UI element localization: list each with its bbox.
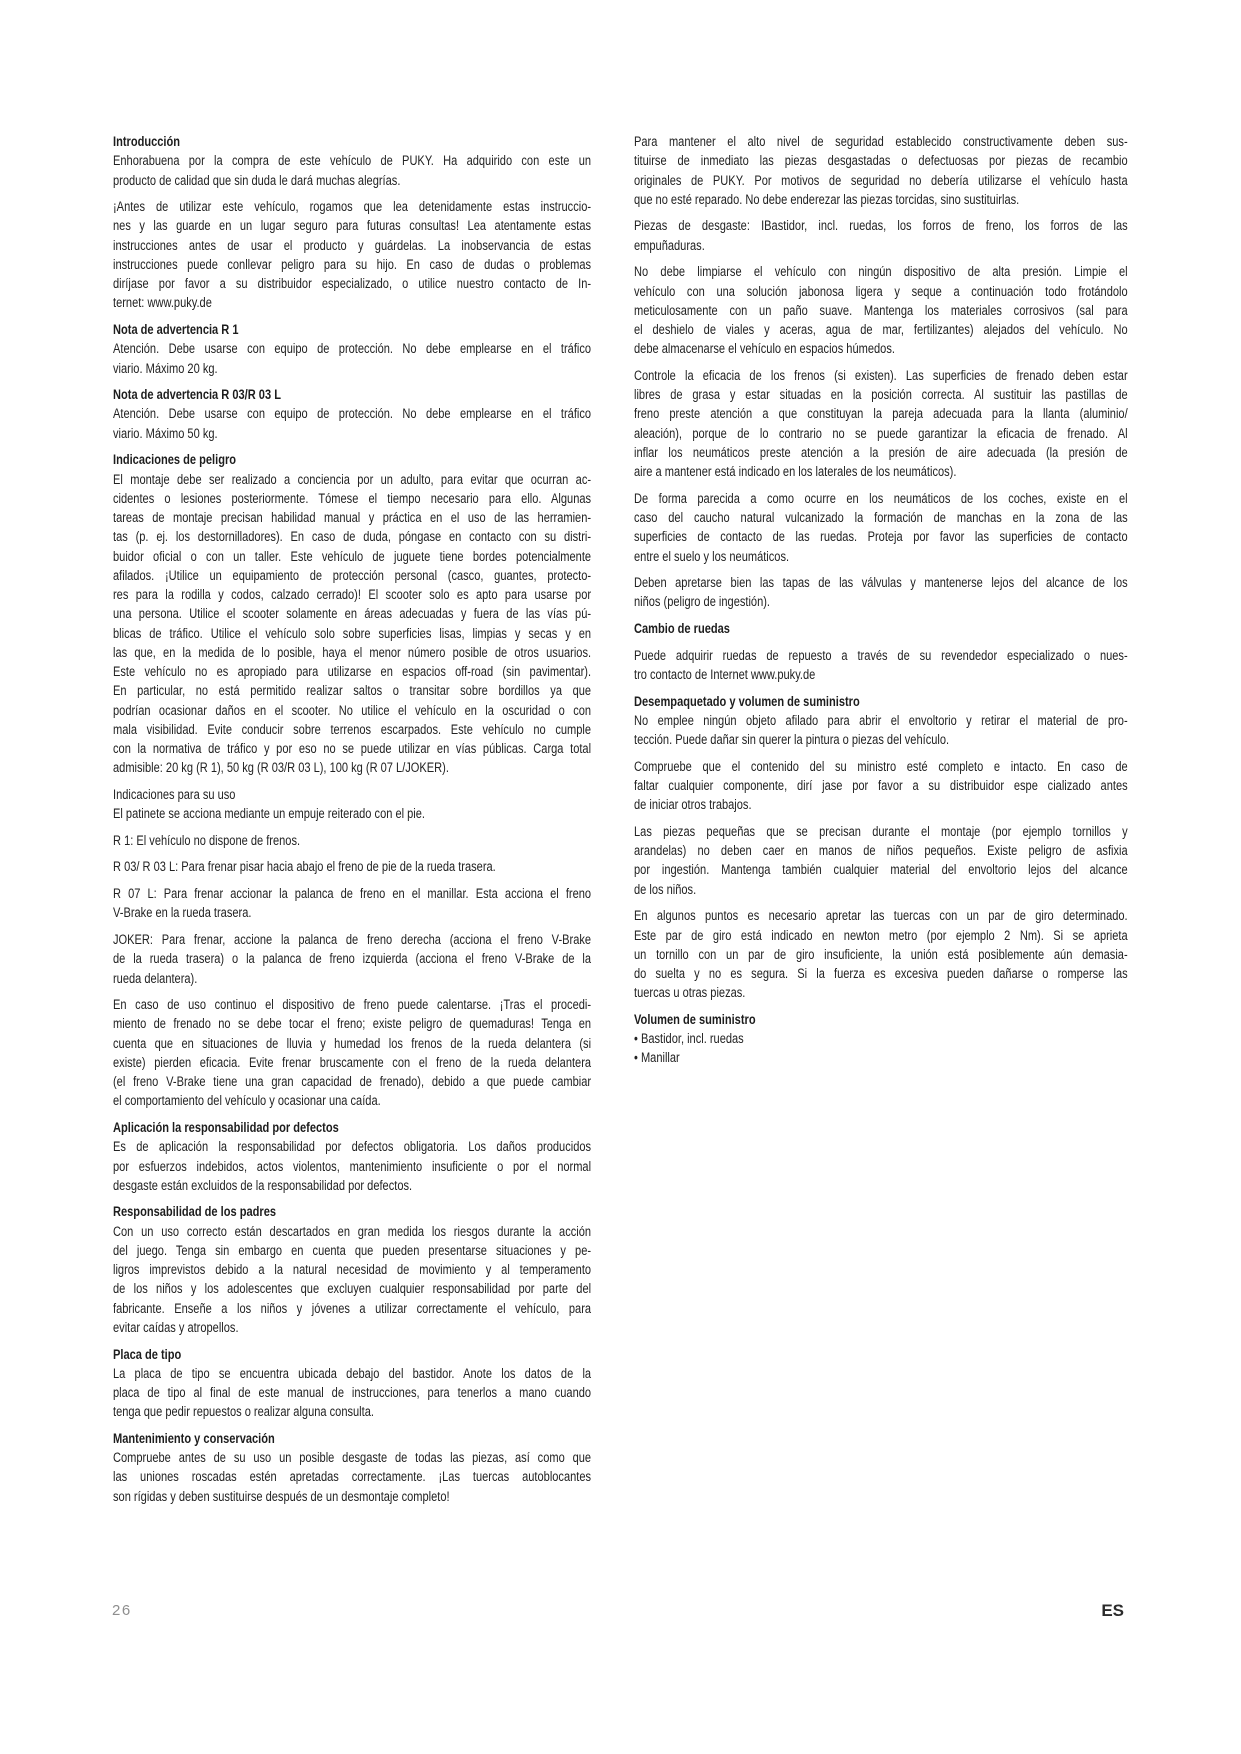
text-line: El patinete se acciona mediante un empuje reiterado con el pie. xyxy=(113,806,426,822)
right-column xyxy=(634,132,1128,1068)
text-line: ternet: www.puky.de xyxy=(113,295,212,311)
text-line: blicas de tráfico. Utilice el vehículo solo sobre superficies lisas, limpias y secas y en xyxy=(113,625,592,641)
text-line: superficies de contacto de las ruedas. Proteja por favor las superficies de contacto xyxy=(634,529,1128,545)
text-line: Este vehículo no es apropiado para utilizarse en espacios off-road (sin pavimentar). xyxy=(113,664,592,680)
text-line: R 03/ R 03 L: Para frenar pisar hacia abajo el freno de pie de la rueda trasera. xyxy=(113,859,496,875)
text-block xyxy=(113,995,591,1111)
text-line: Este par de giro está indicado en newton metro (por ejemplo 2 Nm). Si se aprieta xyxy=(634,927,1128,943)
language-code: ES xyxy=(1101,1601,1124,1620)
text-line: del juego. Tenga sin embargo en cuenta que pueden presentarse situaciones y pe- xyxy=(113,1242,592,1258)
text-line: nes y las guarde en un lugar seguro para futuras consultas! Lea atentamente estas xyxy=(113,218,592,234)
text-line: evitar caídas y atropellos. xyxy=(113,1319,239,1335)
page-number: 26 xyxy=(112,1602,132,1619)
text-line: niños (peligro de ingestión). xyxy=(634,594,771,610)
text-line: tuercas u otras piezas. xyxy=(634,985,746,1001)
text-line: aleación), porque de lo contrario no se puede garantizar la eficacia de frenado. Al xyxy=(634,425,1128,441)
text-line: Atención. Debe usarse con equipo de protección. No debe emplearse en el tráfico xyxy=(113,341,592,357)
text-line: Las piezas pequeñas que se precisan durante el montaje (por ejemplo tornillos y xyxy=(634,823,1128,839)
text-line: instrucciones antes de usar el producto y guárdelas. La inobservancia de estas xyxy=(113,237,592,253)
text-line: Controle la eficacia de los frenos (si existen). Las superficies de frenado deben estar xyxy=(634,367,1128,383)
text-line: afilados. ¡Utilice un equipamiento de protección personal (casco, guantes, protecto- xyxy=(113,567,592,583)
text-line: tareas de montaje precisan habilidad manual y práctica en el uso de las herramien- xyxy=(113,510,592,526)
text-line: Enhorabuena por la compra de este vehículo de PUKY. Ha adquirido con este un xyxy=(113,153,592,169)
text-line: una persona. Utilice el scooter solamente en áreas adecuadas y fuera de las vías pú- xyxy=(113,606,592,622)
text-line: entre el suelo y los neumáticos. xyxy=(634,548,790,564)
section-heading: Volumen de suministro xyxy=(634,1011,756,1027)
text-line: son rígidas y deben sustituirse después de un desmontaje completo! xyxy=(113,1488,450,1504)
section-heading: Placa de tipo xyxy=(113,1346,182,1362)
text-line: cidentes o lesiones posteriormente. Tómese el tiempo necesario para ello. Algunas xyxy=(113,490,592,506)
text-line: con la normativa de tráfico y por eso no se puede utilizar en vías públicas. Carga total xyxy=(113,741,592,757)
text-block xyxy=(634,132,1128,209)
text-line: libres de grasa y estar situadas en la posición correcta. Al sustituir las pastillas de xyxy=(634,387,1128,403)
text-line: faltar cualquier componente, dirí jase por favor a su distribuidor espe cializado antes xyxy=(634,778,1128,794)
text-line: el comportamiento del vehículo y ocasionar una caída. xyxy=(113,1093,381,1109)
text-line: Con un uso correcto están descartados en gran medida los riesgos durante la acción xyxy=(113,1223,592,1239)
text-line: diríjase por favor a su distribuidor especializado, o utilice nuestro contacto de In- xyxy=(113,276,592,292)
text-line: No emplee ningún objeto afilado para abrir el envoltorio y retirar el material de pro- xyxy=(634,712,1128,728)
text-line: Compruebe antes de su uso un posible desgaste de todas las piezas, así como que xyxy=(113,1450,592,1466)
text-line: viario. Máximo 20 kg. xyxy=(113,360,218,376)
text-block xyxy=(634,692,1128,750)
text-block xyxy=(634,262,1128,358)
section-heading: Responsabilidad de los padres xyxy=(113,1204,277,1220)
text-block xyxy=(113,857,591,876)
text-block xyxy=(634,489,1128,566)
section-heading: Nota de advertencia R 03/R 03 L xyxy=(113,387,281,403)
text-line: caso del caucho natural vulcanizado la formación de manchas en la zona de las xyxy=(634,510,1128,526)
text-line: de los niños. xyxy=(634,881,697,897)
text-line: tituirse de inmediato las piezas desgastadas o defectuosas por piezas de recambio xyxy=(634,153,1128,169)
text-line: cuenta que en situaciones de lluvia y humedad los frenos de la rueda delantera (si xyxy=(113,1035,592,1051)
text-line: De forma parecida a como ocurre en los neumáticos de los coches, existe en el xyxy=(634,490,1128,506)
text-block xyxy=(634,216,1128,255)
text-block xyxy=(634,619,1128,638)
text-line: las que, en la medida de lo posible, haya el menor número posible de otros usuarios. xyxy=(113,644,592,660)
text-line: vehículo con una solución jabonosa ligera y seque a continuación todo frotándolo xyxy=(634,283,1128,299)
text-line: Piezas de desgaste: IBastidor, incl. ruedas, los forros de freno, los forros de las xyxy=(634,218,1128,234)
text-line: La placa de tipo se encuentra ubicada debajo del bastidor. Anote los datos de la xyxy=(113,1365,592,1381)
text-line: desgaste están excluidos de la responsabilidad por defectos. xyxy=(113,1177,413,1193)
text-block xyxy=(634,906,1128,1002)
list-item: • Bastidor, incl. ruedas xyxy=(634,1031,744,1047)
text-line: Deben apretarse bien las tapas de las válvulas y mantenerse lejos del alcance de los xyxy=(634,575,1128,591)
text-line: mala visibilidad. Evite conducir sobre terrenos escarpados. Este vehículo no cumple xyxy=(113,721,592,737)
section-heading: Aplicación la responsabilidad por defectos xyxy=(113,1120,339,1136)
text-line: debe almacenarse el vehículo en espacios húmedos. xyxy=(634,341,895,357)
text-line: originales de PUKY. Por motivos de seguridad no debería utilizarse el vehículo hasta xyxy=(634,172,1128,188)
text-line: producto de calidad que sin duda le dará muchas alegrías. xyxy=(113,172,401,188)
text-line: No debe limpiarse el vehículo con ningún dispositivo de alta presión. Limpie el xyxy=(634,264,1128,280)
text-line: Puede adquirir ruedas de repuesto a través de su revendedor especializado o nues- xyxy=(634,647,1128,663)
text-line: (el freno V-Brake tiene una gran capacidad de frenado), debido a que puede cambiar xyxy=(113,1074,592,1090)
text-line: que no esté reparado. No debe enderezar las piezas torcidas, sino sustituirlas. xyxy=(634,191,1020,207)
text-line: las uniones roscadas estén apretadas correctamente. ¡Las tuercas autoblocantes xyxy=(113,1469,592,1485)
text-block xyxy=(113,1345,591,1422)
text-line: meticulosamente con un paño suave. Mantenga los materiales corrosivos (sal para xyxy=(634,302,1128,318)
text-line: En caso de uso continuo el dispositivo de freno puede calentarse. ¡Tras el procedi- xyxy=(113,997,592,1013)
text-line: tección. Puede dañar sin querer la pintura o piezas del vehículo. xyxy=(634,732,950,748)
text-line: Compruebe que el contenido del su ministro esté completo e intacto. En caso de xyxy=(634,758,1128,774)
text-block xyxy=(113,1118,591,1195)
list-item: • Manillar xyxy=(634,1050,680,1066)
text-block xyxy=(634,822,1128,899)
text-line: Para mantener el alto nivel de seguridad establecido constructivamente deben sus- xyxy=(634,134,1128,149)
text-block xyxy=(113,785,591,824)
section-heading: Mantenimiento y conservación xyxy=(113,1430,275,1446)
text-line: por ingestión. Mantenga también cualquier material del envoltorio lejos del alcance xyxy=(634,862,1128,878)
text-line: de los niños y los adolescentes que excluyen cualquier responsabilidad por parte del xyxy=(113,1281,592,1297)
text-line: rueda delantera). xyxy=(113,970,198,986)
text-block xyxy=(113,320,591,378)
text-block xyxy=(113,884,591,923)
text-line: existe) pierden eficacia. Evite frenar bruscamente con el freno de la rueda delantera xyxy=(113,1054,592,1070)
text-line: El montaje debe ser realizado a conciencia por un adulto, para evitar que ocurran ac- xyxy=(113,471,592,487)
section-heading: Cambio de ruedas xyxy=(634,621,730,637)
text-line: el deshielo de viales y aceras, agua de mar, fertilizantes) alejados del vehículo. No xyxy=(634,322,1128,338)
text-line: tas (p. ej. los destornilladores). En caso de duda, póngase en contacto con su distri- xyxy=(113,529,592,545)
text-block xyxy=(113,1429,591,1506)
text-line: viario. Máximo 50 kg. xyxy=(113,425,218,441)
text-line: do suelta y no es segura. Si la fuerza es excesiva pueden dañarse o romperse las xyxy=(634,966,1128,982)
section-heading: Introducción xyxy=(113,134,181,149)
text-line: fabricante. Enseñe a los niños y jóvenes a utilizar correctamente el vehículo, para xyxy=(113,1300,592,1316)
text-block xyxy=(113,132,591,190)
text-line: En algunos puntos es necesario apretar las tuercas con un par de giro determinado. xyxy=(634,908,1128,924)
text-block xyxy=(113,385,591,443)
section-heading: Desempaquetado y volumen de suministro xyxy=(634,693,860,709)
text-block xyxy=(113,831,591,850)
text-line: arandelas) no deben caer en manos de niños pequeños. Existe peligro de asfixia xyxy=(634,843,1128,859)
text-block xyxy=(113,930,591,988)
text-block xyxy=(113,197,591,313)
text-line: res para la rodilla y codos, calzado cerrado)! El scooter solo es apto para usarse por xyxy=(113,587,592,603)
text-line: podrían ocasionar daños en el scooter. No utilice el vehículo en la oscuridad o con xyxy=(113,702,592,718)
text-line: inflar los neumáticos preste atención a la presión de aire adecuada (la presión de xyxy=(634,444,1128,460)
text-line: de iniciar otros trabajos. xyxy=(634,797,752,813)
text-line: por esfuerzos indebidos, actos violentos, mantenimiento insuficiente o por el normal xyxy=(113,1158,592,1174)
section-heading: Nota de advertencia R 1 xyxy=(113,322,239,338)
text-line: JOKER: Para frenar, accione la palanca de freno derecha (acciona el freno V-Brake xyxy=(113,932,592,948)
text-line: freno preste atención a que constituyan la pareja adecuada para la llanta (aluminio/ xyxy=(634,406,1128,422)
text-line: miento de frenado no se debe tocar el freno; existe peligro de quemaduras! Tenga en xyxy=(113,1016,592,1032)
text-block xyxy=(634,1010,1128,1068)
text-line: V-Brake en la rueda trasera. xyxy=(113,905,252,921)
left-column xyxy=(113,132,591,1506)
text-line: tro contacto de Internet www.puky.de xyxy=(634,666,816,682)
text-line: ligros imprevistos debido a la natural necesidad de movimiento y al temperamento xyxy=(113,1262,592,1278)
text-line: admisible: 20 kg (R 1), 50 kg (R 03/R 03 L), 100 kg (R 07 L/JOKER). xyxy=(113,760,449,776)
text-line: buidor oficial o con un taller. Este vehículo de juguete tiene bordes potencialmente xyxy=(113,548,592,564)
text-line: ¡Antes de utilizar este vehículo, rogamos que lea detenidamente estas instruccio- xyxy=(113,199,592,215)
text-line: R 1: El vehículo no dispone de frenos. xyxy=(113,832,301,848)
text-block xyxy=(634,757,1128,815)
text-block xyxy=(634,366,1128,482)
text-line: aire a mantener está indicado en los laterales de los neumáticos). xyxy=(634,464,957,480)
text-line: Atención. Debe usarse con equipo de protección. No debe emplearse en el tráfico xyxy=(113,406,592,422)
text-line: R 07 L: Para frenar accionar la palanca de freno en el manillar. Esta acciona el freno xyxy=(113,886,592,902)
text-block xyxy=(634,573,1128,612)
text-line: En particular, no está permitido realizar saltos o transitar sobre bordillos ya que xyxy=(113,683,592,699)
text-block xyxy=(634,646,1128,685)
text-line: Es de aplicación la responsabilidad por defectos obligatoria. Los daños producidos xyxy=(113,1139,592,1155)
text-line: un tornillo con un par de giro insuficiente, la unión está posiblemente aún demasia- xyxy=(634,946,1128,962)
text-line: de la rueda trasera) o la palanca de freno izquierda (acciona el freno V-Brake de la xyxy=(113,951,592,967)
text-line: placa de tipo al final de este manual de instrucciones, para tenerlos a mano cuando xyxy=(113,1385,592,1401)
section-heading: Indicaciones para su uso xyxy=(113,786,236,802)
text-line: tenga que pedir repuestos o realizar alguna consulta. xyxy=(113,1404,374,1420)
text-line: empuñaduras. xyxy=(634,237,705,253)
text-block xyxy=(113,1202,591,1337)
section-heading: Indicaciones de peligro xyxy=(113,452,237,468)
text-line: instrucciones puede conllevar peligro para su hijo. En caso de dudas o problemas xyxy=(113,256,592,272)
text-block xyxy=(113,450,591,777)
